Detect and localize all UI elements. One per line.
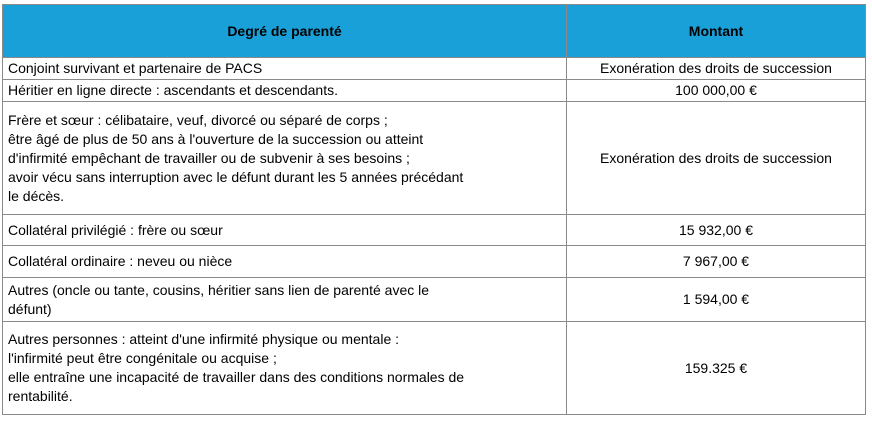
degree-cell xyxy=(3,102,567,215)
degree-text: l'infirmité peut être congénitale ou acquise ; xyxy=(8,350,277,366)
table-row xyxy=(3,58,866,80)
amount-cell: Exonération des droits de succession xyxy=(567,58,866,80)
inheritance-allowance-table xyxy=(2,4,866,415)
degree-text: le décès. xyxy=(8,187,65,204)
degree-text: être âgé de plus de 50 ans à l'ouverture de la succession ou atteint xyxy=(8,130,424,147)
amount-cell: 100 000,00 € xyxy=(567,80,866,102)
amount-cell: 1 594,00 € xyxy=(567,278,866,322)
degree-text: rentabilité. xyxy=(8,388,73,404)
degree-cell xyxy=(3,80,567,102)
table-row xyxy=(3,102,866,215)
degree-text: Conjoint survivant et partenaire de PACS xyxy=(8,60,263,76)
degree-text: elle entraîne une incapacité de travailler dans des conditions normales de xyxy=(8,369,465,385)
degree-cell xyxy=(3,246,567,278)
amount-cell: 7 967,00 € xyxy=(567,246,866,278)
degree-cell xyxy=(3,58,567,80)
column-header-degree: Degré de parenté xyxy=(3,5,567,58)
table-row xyxy=(3,80,866,102)
degree-text: Collatéral ordinaire : neveu ou nièce xyxy=(8,253,233,269)
amount-cell: Exonération des droits de succession xyxy=(567,102,866,215)
degree-text: avoir vécu sans interruption avec le défunt durant les 5 années précédant xyxy=(8,168,464,185)
degree-text: Frère et sœur : célibataire, veuf, divorcé ou séparé de corps ; xyxy=(8,111,388,128)
degree-cell xyxy=(3,215,567,246)
degree-text: défunt) xyxy=(8,300,52,317)
amount-cell: 15 932,00 € xyxy=(567,215,866,246)
table-header-row xyxy=(3,5,866,58)
degree-cell xyxy=(3,278,567,322)
degree-text: Collatéral privilégié : frère ou sœur xyxy=(8,221,223,238)
column-header-amount: Montant xyxy=(567,5,866,58)
degree-text: d'infirmité empêchant de travailler ou de subvenir à ses besoins ; xyxy=(8,149,410,166)
amount-cell: 159.325 € xyxy=(567,322,866,415)
table-row xyxy=(3,278,866,322)
table-row xyxy=(3,215,866,246)
degree-text: Autres personnes : atteint d'une infirmité physique ou mentale : xyxy=(8,331,400,347)
degree-text: Autres (oncle ou tante, cousins, héritier sans lien de parenté avec le xyxy=(8,281,430,298)
table-row xyxy=(3,322,866,415)
degree-cell xyxy=(3,322,567,415)
table-row xyxy=(3,246,866,278)
degree-text: Héritier en ligne directe : ascendants et descendants. xyxy=(8,82,338,98)
